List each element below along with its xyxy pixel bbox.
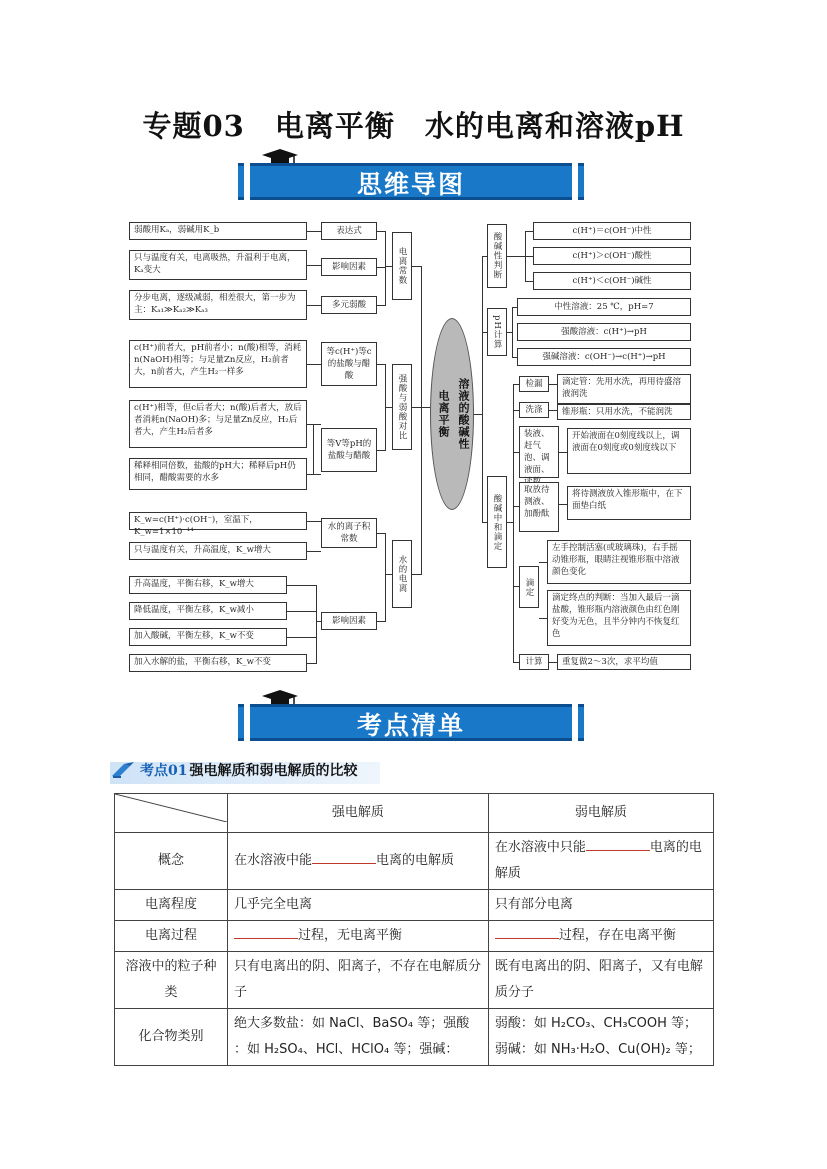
page-title: 专题03 电离平衡 水的电离和溶液pH bbox=[142, 109, 685, 143]
ph-item: 强碱溶液：c(OH⁻)→c(H⁺)→pH bbox=[517, 348, 691, 366]
titration-step: 洗涤 bbox=[519, 402, 549, 418]
titration-detail: 滴定终点的判断：当加入最后一滴盐酸，锥形瓶内溶液颜色由红色刚好变为无色，且半分钟内不恢复红色 bbox=[547, 590, 691, 646]
cell-text: 电离的电解质 bbox=[376, 853, 455, 868]
fill-blank[interactable] bbox=[312, 851, 376, 864]
section-title: 强电解质和弱电解质的比较 bbox=[189, 763, 358, 779]
cell-line: 绝大多数盐：如 NaCl、BaSO₄ 等；强酸 bbox=[234, 1016, 470, 1031]
cell-weak bbox=[488, 833, 713, 890]
mid-node: 水的离子积常数 bbox=[321, 518, 377, 548]
cell-text: 在水溶液中只能 bbox=[494, 840, 586, 855]
titration-detail: 左手控制活塞(或玻璃珠)，右手摇动锥形瓶，眼睛注视锥形瓶中溶液颜色变化 bbox=[547, 540, 691, 584]
fill-blank[interactable] bbox=[586, 838, 650, 851]
cell-strong: 几乎完全电离 bbox=[228, 890, 489, 921]
leaf: 只与温度有关，升高温度，K_w增大 bbox=[129, 542, 307, 560]
titration-step: 计算 bbox=[519, 654, 549, 670]
cell-weak: 只有部分电离 bbox=[488, 890, 713, 921]
titration-detail: 滴定管：先用水洗，再用待盛溶液润洗 bbox=[557, 374, 691, 404]
mindmap-banner-text: 思维导图 bbox=[356, 170, 465, 199]
titration-detail: 锥形瓶：只用水洗，不能润洗 bbox=[557, 404, 691, 420]
row-label: 概念 bbox=[115, 833, 228, 890]
leaf: 加入酸碱，平衡左移，K_w不变 bbox=[129, 628, 287, 646]
center-solution-acidity: 溶液的酸碱性 bbox=[457, 378, 470, 450]
table-row bbox=[115, 921, 714, 952]
row-label: 电离程度 bbox=[115, 890, 228, 921]
titration-step: 装液、赶气泡、调液面、 bbox=[519, 426, 559, 478]
cell-strong: 只有电离出的阴、阳离子，不存在电解质分子 bbox=[228, 952, 489, 1009]
corner-cell bbox=[115, 794, 228, 833]
cell-strong bbox=[228, 921, 489, 952]
table-header-row bbox=[115, 794, 714, 833]
center-ellipse bbox=[430, 318, 474, 510]
row-label: 电离过程 bbox=[115, 921, 228, 952]
ph-item: 强酸溶液：c(H⁺)→pH bbox=[517, 323, 691, 341]
header-weak: 弱电解质 bbox=[488, 794, 713, 833]
hub-water-ionization: 水的电离 bbox=[392, 540, 412, 608]
cell-text: 在水溶液中能 bbox=[234, 853, 313, 868]
hub-acidity-judgement: 酸碱性判断 bbox=[487, 224, 507, 288]
acidity-item: c(H⁺)＝c(OH⁻)中性 bbox=[533, 222, 691, 240]
cell-strong bbox=[228, 1009, 489, 1066]
hub-acid-base-titration: 酸碱中和滴定 bbox=[487, 476, 507, 568]
mindmap-banner bbox=[238, 163, 584, 200]
leaf: 加入水解的盐，平衡右移，K_w不变 bbox=[129, 654, 307, 672]
acidity-item: c(H⁺)＜c(OH⁻)碱性 bbox=[533, 272, 691, 290]
section-tag: 考点01 bbox=[140, 763, 188, 779]
fill-blank[interactable] bbox=[495, 926, 559, 939]
row-label: 溶液中的粒子种类 bbox=[115, 952, 228, 1009]
leaf: 分步电离，逐级减弱，相差很大，第一步为主：Kₐ₁≫Kₐ₂≫Kₐ₃ bbox=[129, 290, 307, 320]
cell-weak bbox=[488, 1009, 713, 1066]
comparison-table bbox=[114, 793, 714, 1066]
cell-text: 过程，存在电离平衡 bbox=[558, 928, 676, 943]
table-row bbox=[115, 833, 714, 890]
cell-strong bbox=[228, 833, 489, 890]
fill-blank[interactable] bbox=[234, 926, 298, 939]
mid-node: 等c(H⁺)等c的盐酸与醋酸 bbox=[321, 342, 377, 386]
leaf: K_w=c(H⁺)·c(OH⁻)，室温下，K_w=1×10⁻¹⁴ bbox=[129, 512, 307, 530]
leaf: c(H⁺)相等，但c后者大；n(酸)后者大，放后者消耗n(NaOH)多；与足量Zn反应，H₂后者大，产生H₂后者多 bbox=[129, 400, 307, 448]
cell-line: ：如 H₂SO₄、HCl、HClO₄ 等；强碱： bbox=[234, 1042, 459, 1057]
table-row bbox=[115, 952, 714, 1009]
diagonal-line bbox=[115, 794, 227, 822]
checklist-banner bbox=[238, 704, 584, 741]
cell-text: 过程，无电离平衡 bbox=[298, 928, 403, 943]
hub-ionization-constant: 电离常数 bbox=[392, 232, 412, 300]
hub-strong-weak-compare: 强酸与弱酸对比 bbox=[392, 364, 412, 450]
cell-line: 弱酸：如 H₂CO₃、CH₃COOH 等； bbox=[494, 1016, 698, 1031]
mid-node: 多元弱酸 bbox=[321, 296, 377, 314]
mid-node: 影响因素 bbox=[321, 258, 377, 276]
mid-node: 影响因素 bbox=[321, 612, 377, 630]
center-ionization-equilibrium: 电离平衡 bbox=[437, 390, 450, 438]
hub-ph-calculation: pH计算 bbox=[487, 308, 507, 356]
section-heading bbox=[110, 760, 357, 780]
cell-weak: 既有电离出的阴、阳离子，又有电解质分子 bbox=[488, 952, 713, 1009]
acidity-item: c(H⁺)＞c(OH⁻)酸性 bbox=[533, 247, 691, 265]
cell-line: 弱碱：如 NH₃·H₂O、Cu(OH)₂ 等； bbox=[494, 1042, 701, 1057]
cell-text: 电离的电解质 bbox=[494, 840, 702, 881]
leaf: 只与温度有关，电离吸热，升温利于电离，Kₐ变大 bbox=[129, 250, 307, 280]
leaf: 稀释相同倍数，盐酸的pH大；稀释后pH仍相同，醋酸需要的水多 bbox=[129, 458, 307, 490]
titration-step: 滴定 bbox=[519, 566, 539, 608]
pencil-icon bbox=[110, 760, 136, 780]
leaf: c(H⁺)前者大，pH前者小；n(酸)相等，消耗n(NaOH)相等；与足量Zn反应，H₂前者大，n前者大，产生H₂一样多 bbox=[129, 340, 307, 388]
ph-item: 中性溶液：25 ℃，pH=7 bbox=[517, 298, 691, 316]
titration-detail: 开始液面在0刻度线以上，调液面在0刻度或0刻度线以下 bbox=[567, 428, 691, 474]
row-label: 化合物类别 bbox=[115, 1009, 228, 1066]
titration-detail: 重复做2～3次，求平均值 bbox=[557, 654, 691, 670]
table-row bbox=[115, 1009, 714, 1066]
header-strong: 强电解质 bbox=[228, 794, 489, 833]
leaf: 弱酸用Kₐ，弱碱用K_b bbox=[129, 222, 307, 240]
checklist-banner-text: 考点清单 bbox=[356, 711, 465, 740]
titration-detail: 将待测液放入锥形瓶中，在下面垫白纸 bbox=[567, 486, 691, 520]
cell-weak bbox=[488, 921, 713, 952]
leaf: 升高温度，平衡右移，K_w增大 bbox=[129, 576, 287, 594]
titration-step: 取放待测液、加酚酞 bbox=[519, 482, 559, 532]
mid-node: 表达式 bbox=[321, 222, 377, 240]
mind-map bbox=[127, 214, 697, 676]
table-row bbox=[115, 890, 714, 921]
titration-step: 检漏 bbox=[519, 376, 549, 392]
leaf: 降低温度，平衡左移，K_w减小 bbox=[129, 602, 287, 620]
mid-node: 等V等pH的盐酸与醋酸 bbox=[321, 428, 377, 472]
